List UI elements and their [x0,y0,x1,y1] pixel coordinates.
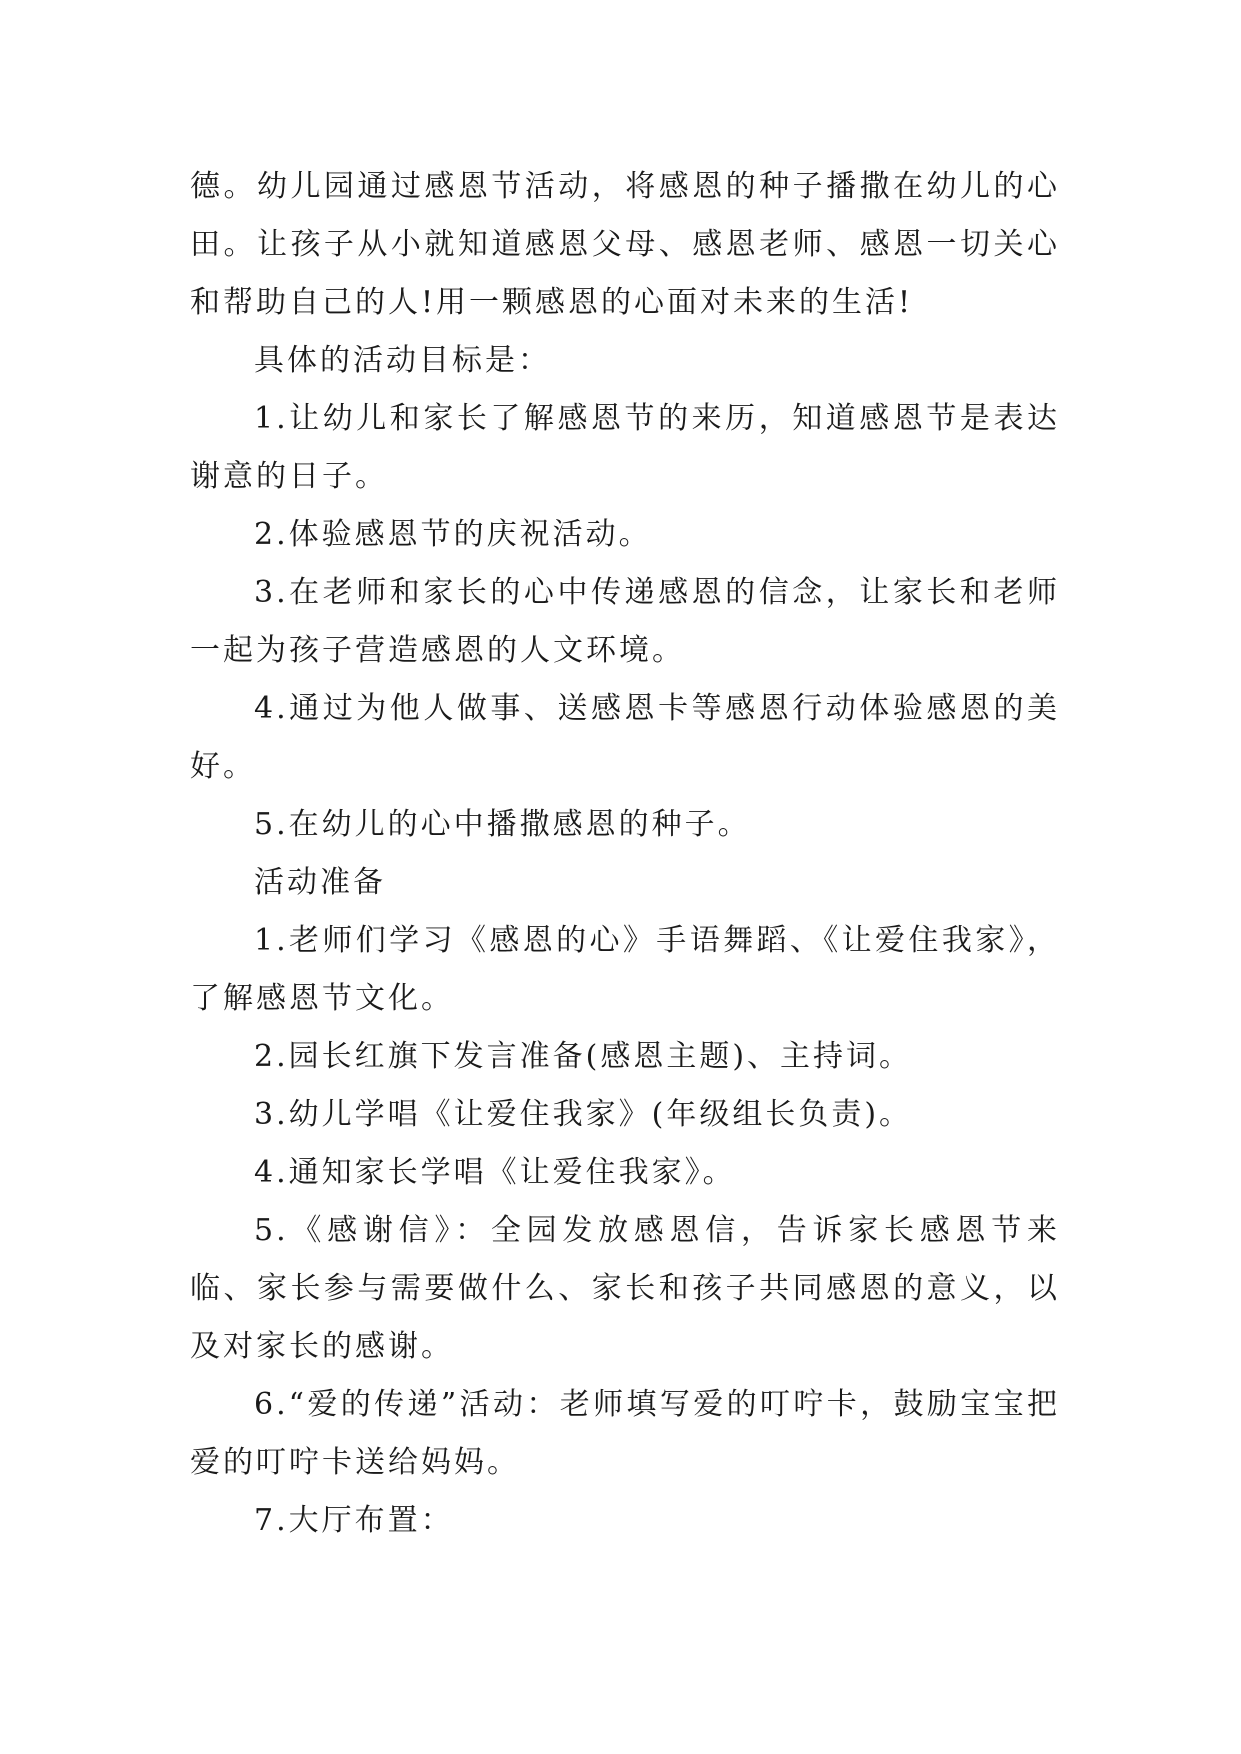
paragraph-goal-4: 4.通过为他人做事、送感恩卡等感恩行动体验感恩的美好。 [190,691,1060,784]
paragraph-prep-2: 2.园长红旗下发言准备(感恩主题)、主持词。 [254,1039,913,1074]
paragraph-continuation: 德。幼儿园通过感恩节活动，将感恩的种子播撒在幼儿的心田。让孩子从小就知道感恩父母、感恩老师、感恩一切关心和帮助自己的人!用一颗感恩的心面对未来的生活! [190,169,1060,320]
paragraph-prep-4: 4.通知家长学唱《让爱住我家》。 [254,1155,736,1190]
paragraph-prep-5: 5.《感谢信》：全园发放感恩信，告诉家长感恩节来临、家长参与需要做什么、家长和孩子共同感恩的意义，以及对家长的感谢。 [190,1213,1060,1364]
paragraph-goals-heading: 具体的活动目标是： [254,343,551,378]
paragraph-preparation-heading: 活动准备 [254,865,386,900]
paragraph-prep-1: 1.老师们学习《感恩的心》手语舞蹈、《让爱住我家》，了解感恩节文化。 [190,923,1060,1016]
paragraph-prep-6: 6.“爱的传递”活动：老师填写爱的叮咛卡，鼓励宝宝把爱的叮咛卡送给妈妈。 [190,1387,1060,1480]
paragraph-prep-3: 3.幼儿学唱《让爱住我家》(年级组长负责)。 [254,1097,913,1132]
paragraph-goal-2: 2.体验感恩节的庆祝活动。 [254,517,652,552]
document-body [190,158,1060,1550]
paragraph-goal-1: 1.让幼儿和家长了解感恩节的来历，知道感恩节是表达谢意的日子。 [190,401,1060,494]
paragraph-prep-7: 7.大厅布置： [254,1503,454,1538]
paragraph-goal-3: 3.在老师和家长的心中传递感恩的信念，让家长和老师一起为孩子营造感恩的人文环境。 [190,575,1060,668]
paragraph-goal-5: 5.在幼儿的心中播撒感恩的种子。 [254,807,751,842]
